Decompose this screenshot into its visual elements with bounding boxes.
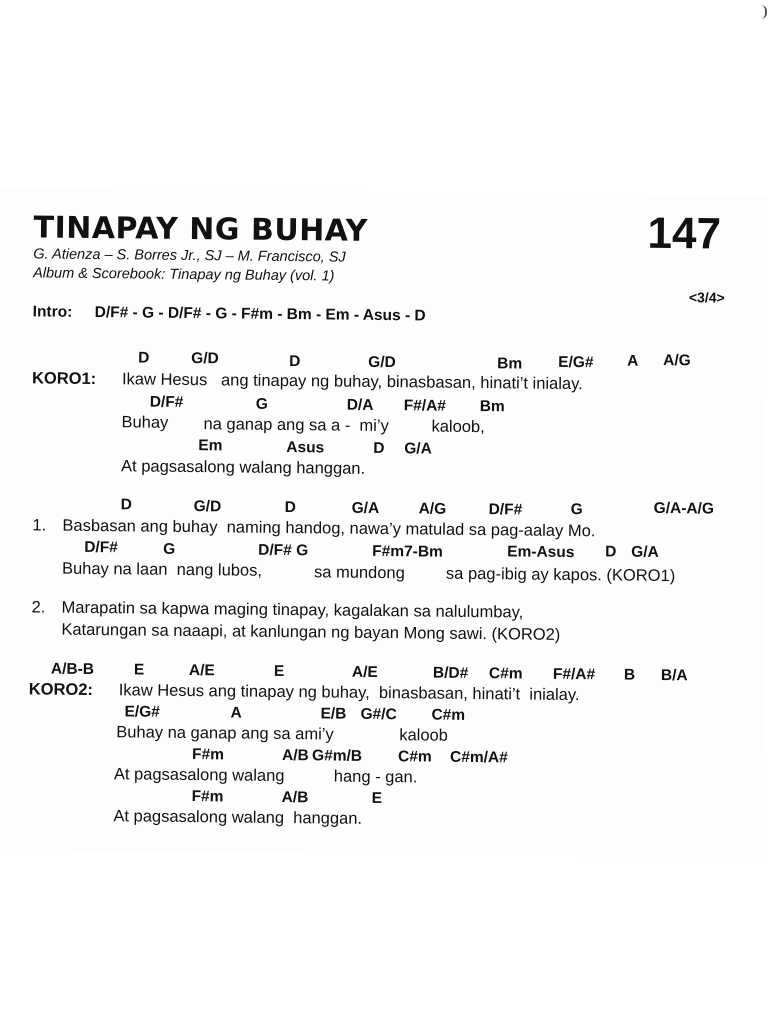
chord: A/E — [351, 663, 378, 681]
chord: Bm — [497, 355, 523, 373]
chord: E — [371, 789, 383, 808]
song-number: 147 — [647, 208, 722, 259]
chord: F#/A# — [552, 665, 596, 684]
chord: G/A — [351, 499, 380, 517]
lyric-line: Marapatin sa kapwa maging tinapay, kagalakan sa nalulumbay, — [61, 598, 524, 622]
lyric-line: Ikaw Hesus ang tinapay ng buhay, binasbasan, hinati’t inialay. — [118, 681, 580, 705]
chord: G — [163, 540, 176, 558]
chord: D — [289, 353, 301, 371]
chord: E/G# — [124, 703, 160, 721]
chord: C#m/A# — [449, 748, 508, 767]
chord: D — [605, 543, 617, 561]
lyric-line: Ikaw Hesus ang tinapay ng buhay, binasbasan, hinati’t inialay. — [121, 370, 583, 394]
verse2-number: 2. — [31, 598, 46, 617]
lyric-line: At pagsasalong walang hanggan. — [120, 457, 366, 478]
chord: Bm — [479, 398, 505, 416]
lyric-line: At pagsasalong walang — [113, 765, 285, 786]
lyric-line: hang - gan. — [333, 767, 418, 787]
chord: F#m7-Bm — [372, 542, 443, 561]
album-credit: Album & Scorebook: Tinapay ng Buhay (vol. 1) — [33, 265, 335, 285]
chord: D — [120, 496, 132, 514]
chord: G/A-A/G — [653, 499, 715, 518]
chord: A/B — [281, 746, 309, 765]
chord: Asus — [286, 439, 325, 457]
chord: C#m — [488, 665, 523, 683]
lyric-line: kaloob — [399, 726, 449, 745]
chord: B/D# — [432, 664, 469, 682]
chord: B/A — [660, 666, 688, 685]
chord: A/G — [663, 351, 691, 370]
chord: A/B — [281, 788, 309, 807]
chord: D — [373, 439, 385, 458]
lyric-line: Basbasan ang buhay naming handog, nawa’y matulad sa pag-aalay Mo. — [62, 516, 596, 541]
chord: Em — [198, 437, 223, 455]
chord: D/F# — [149, 393, 184, 411]
chord: D/F# — [488, 501, 523, 519]
lyric-line: Buhay na laan nang lubos, — [61, 559, 263, 580]
lyric-line: sa pag-ibig ay kapos. (KORO1) — [445, 564, 676, 586]
chord: D — [284, 498, 296, 517]
chord: G/A — [404, 440, 432, 458]
chord: G#m/B — [311, 747, 363, 765]
chord: G/A — [631, 543, 659, 561]
chord: G#/C — [360, 705, 397, 724]
chord: D/A — [346, 396, 374, 414]
lyric-line: sa mundong — [313, 563, 405, 583]
lyric-line: kaloob, — [431, 417, 485, 437]
chord: Em-Asus — [507, 543, 575, 562]
chord: F#m — [191, 746, 225, 764]
intro-label: Intro: — [32, 303, 73, 321]
intro-chords: D/F# - G - D/F# - G - F#m - Bm - Em - Asus - D — [94, 303, 426, 325]
verse1-number: 1. — [32, 516, 47, 535]
lyric-line: At pagsasalong walang hanggan. — [113, 807, 363, 828]
chord: E/G# — [558, 353, 594, 372]
time-signature: <3/4> — [688, 289, 725, 306]
song-sheet — [0, 188, 768, 858]
chord: G — [570, 500, 583, 519]
lyric-line: Buhay na ganap ang sa ami’y — [116, 723, 334, 744]
chord: E — [273, 662, 285, 681]
chord: A/E — [188, 662, 215, 680]
chord: G/D — [193, 498, 222, 516]
lyric-line: Katarungan sa naaapi, at kanlungan ng bayan Mong sawi. (KORO2) — [61, 620, 561, 644]
chord: B — [623, 666, 636, 684]
chord: A/B-B — [50, 660, 95, 679]
koro1-label: KORO1: — [31, 369, 97, 389]
chord: E — [133, 661, 145, 679]
chord: D/F# — [84, 538, 118, 557]
song-title: TINAPAY NG BUHAY — [33, 210, 369, 249]
chord: E/B — [320, 705, 347, 723]
song-credits: G. Atienza – S. Borres Jr., SJ – M. Francisco, SJ — [33, 246, 346, 266]
blank-top-margin — [0, 0, 768, 188]
chord: D/F# G — [258, 541, 309, 560]
chord: C#m — [431, 706, 466, 724]
chord: D — [138, 349, 150, 367]
chord: C#m — [397, 748, 432, 766]
lyric-line: na ganap ang sa a - mi’y — [203, 415, 389, 436]
chord: F#m — [191, 788, 224, 806]
chord: G — [255, 395, 268, 413]
lyric-line: Buhay — [121, 413, 169, 432]
chord: A/G — [418, 500, 447, 518]
koro2-label: KORO2: — [28, 680, 94, 700]
chord: A — [230, 704, 242, 722]
chord: G/D — [368, 353, 396, 372]
chord: F#/A# — [403, 397, 447, 415]
chord: A — [627, 352, 639, 370]
chord: G/D — [191, 350, 219, 368]
